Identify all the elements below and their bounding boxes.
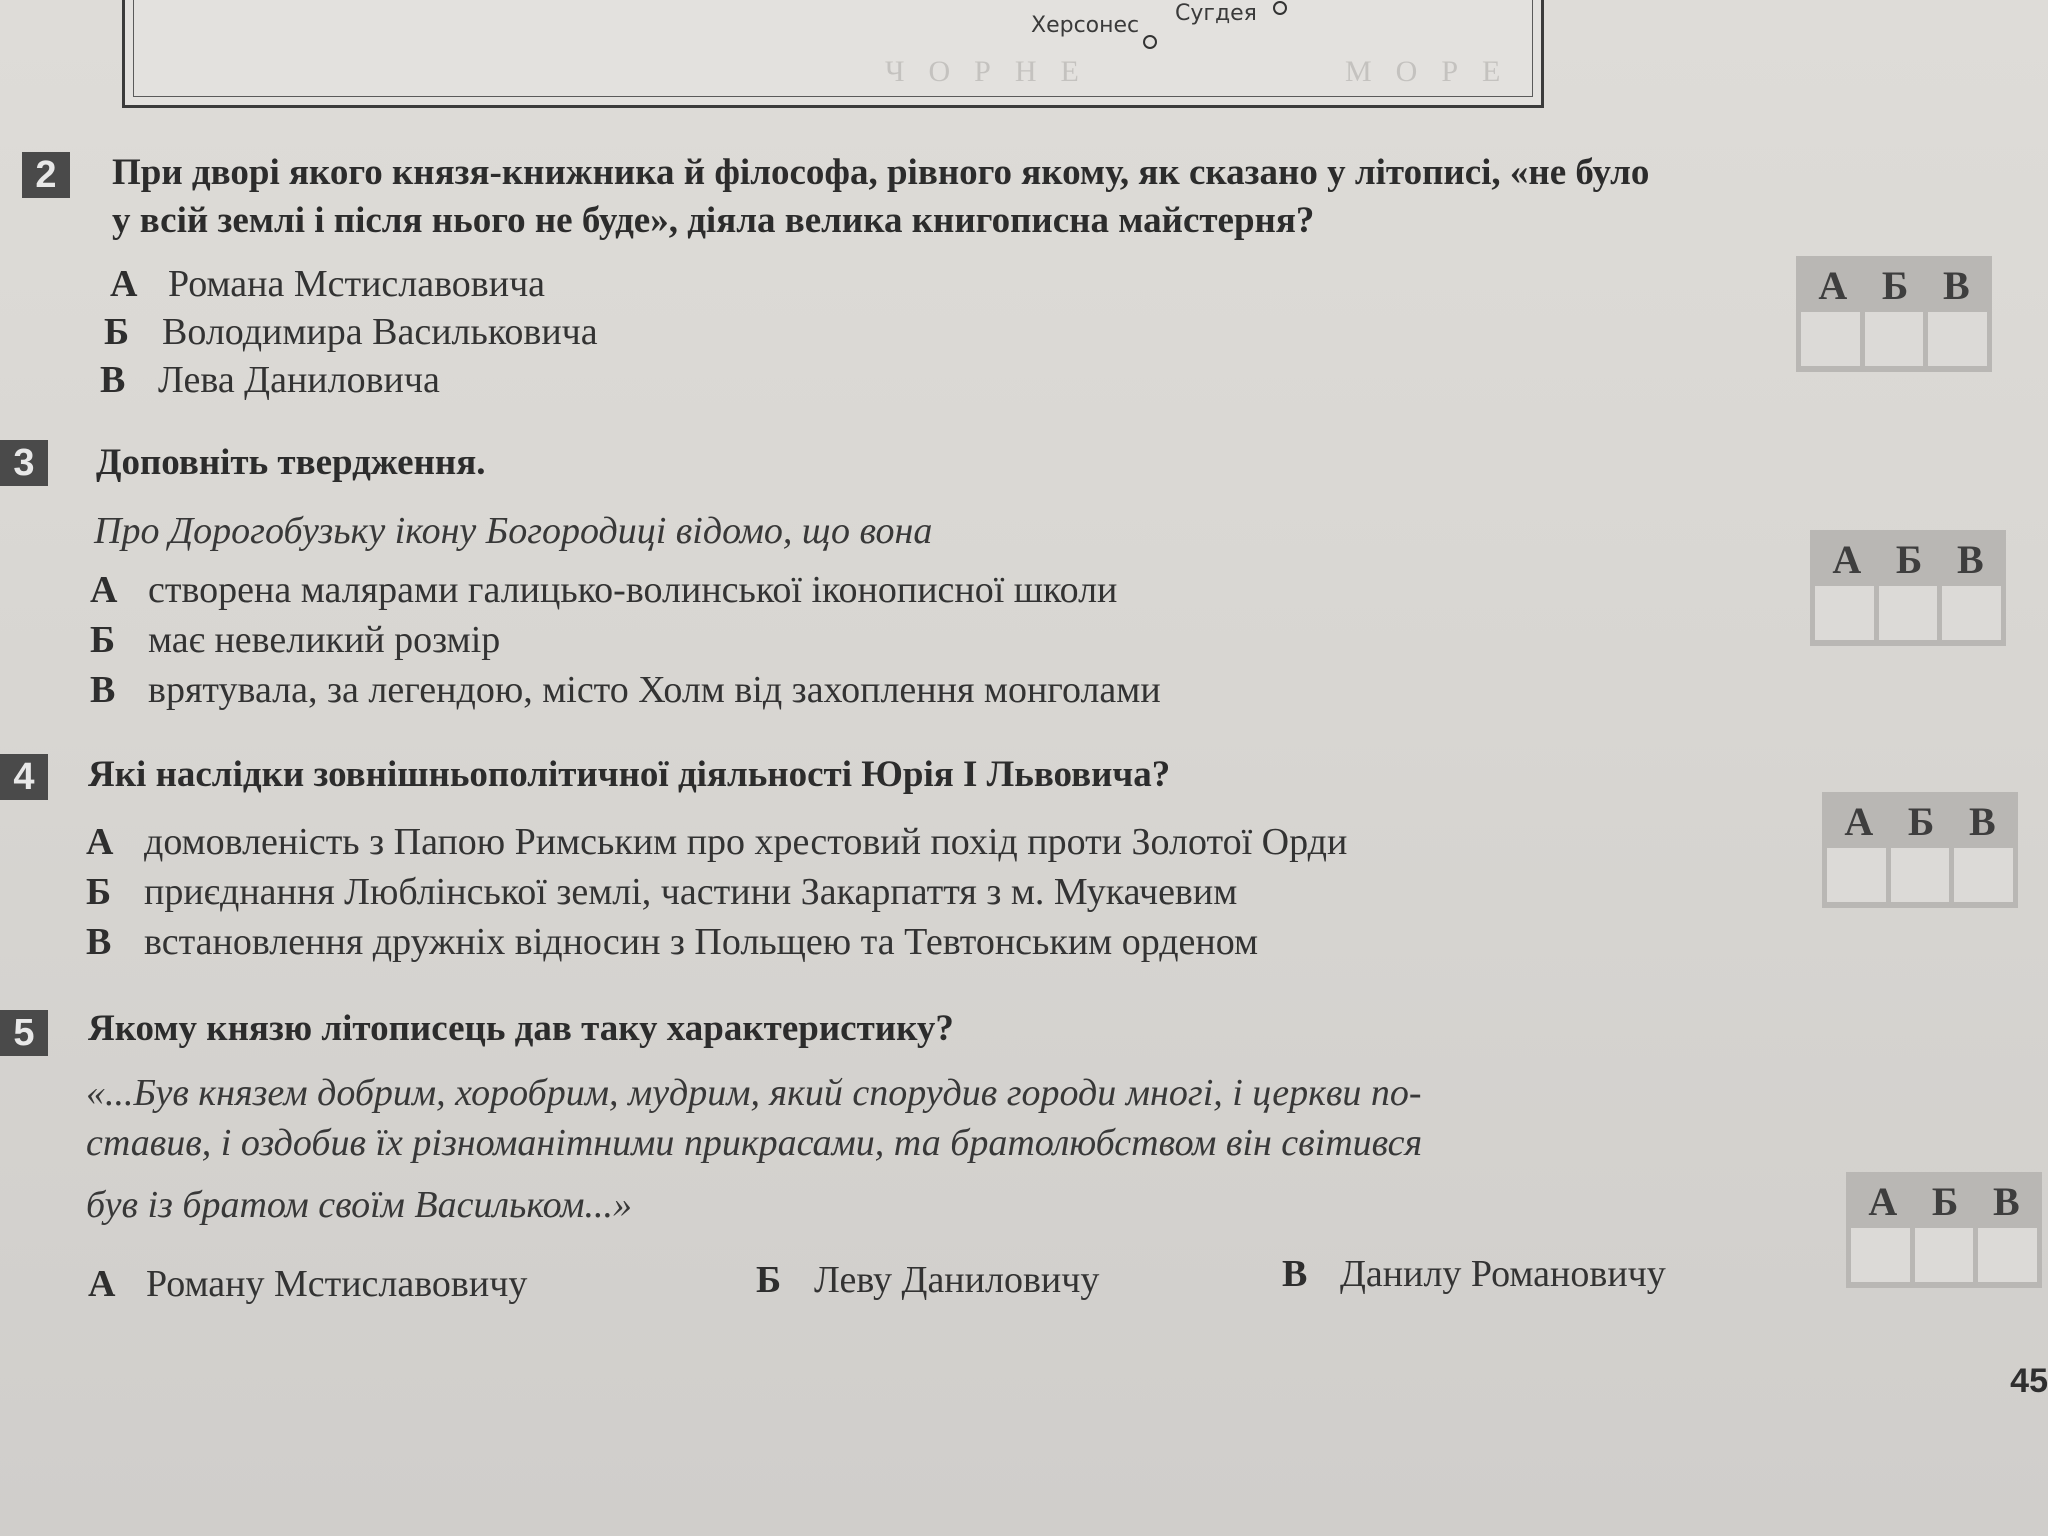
option-letter: В — [1282, 1253, 1308, 1295]
question-italic-line-1: Про Дорогобузьку ікону Богородиці відомо, що вона — [94, 510, 933, 552]
question-number: 2 — [22, 152, 70, 198]
option-text: Данилу Романовичу — [1340, 1253, 1666, 1295]
question-text-line-2: у всій землі і після нього не буде», діяла велика книгописна майстерня? — [112, 200, 1315, 241]
answer-grid-letter: В — [1956, 537, 1984, 582]
map-inner-border — [133, 0, 1533, 97]
option-text: Володимира Васильковича — [162, 311, 598, 353]
answer-cell-c[interactable] — [1954, 848, 2013, 902]
answer-grid — [1796, 256, 1992, 372]
quote-line-1: «...Був князем добрим, хоробрим, мудрим, який спорудив городи многі, і церкви по- — [86, 1072, 1422, 1114]
option-a[interactable] — [86, 818, 1347, 866]
option-a[interactable] — [90, 566, 1117, 614]
option-b[interactable] — [756, 1256, 1099, 1304]
answer-grid-letter: В — [1992, 1179, 2020, 1224]
option-c[interactable] — [90, 666, 1161, 714]
answer-grid-letter: А — [1844, 799, 1874, 844]
option-letter: Б — [90, 619, 116, 661]
option-b[interactable] — [90, 616, 500, 664]
option-letter: Б — [104, 311, 130, 353]
answer-cell-a[interactable] — [1851, 1228, 1910, 1282]
option-text: домовленість з Папою Римським про хрестовий похід проти Золотої Орди — [144, 821, 1348, 863]
option-text: Роману Мстиславовичу — [146, 1263, 528, 1305]
option-b[interactable] — [86, 868, 1237, 916]
question-number: 3 — [0, 440, 48, 486]
option-text: встановлення дружніх відносин з Польщею та Тевтонським орденом — [144, 921, 1259, 963]
answer-grid-header — [1827, 796, 2013, 848]
question-text-line-1: Доповніть твердження. — [96, 442, 486, 483]
answer-grid-letter: Б — [1895, 537, 1923, 582]
option-text: врятувала, за легендою, місто Холм від захоплення монголами — [148, 669, 1161, 711]
answer-grid-letter: В — [1968, 799, 1996, 844]
option-letter: А — [86, 821, 114, 863]
answer-grid — [1846, 1172, 2042, 1288]
map-frame — [122, 0, 1544, 108]
option-text: Лева Даниловича — [158, 359, 440, 401]
answer-grid-header — [1801, 260, 1987, 312]
map-city-dot-sugdeya — [1273, 1, 1287, 15]
page-number: 45 — [2010, 1362, 2048, 1400]
answer-grid — [1822, 792, 2018, 908]
option-b[interactable] — [104, 308, 598, 356]
question-number: 5 — [0, 1010, 48, 1056]
option-c[interactable] — [100, 356, 440, 404]
answer-grid-letter: В — [1942, 263, 1970, 308]
answer-cell-a[interactable] — [1815, 586, 1874, 640]
option-c[interactable] — [86, 918, 1258, 966]
answer-grid-letter: Б — [1881, 263, 1909, 308]
answer-cell-c[interactable] — [1978, 1228, 2037, 1282]
answer-grid-header — [1815, 534, 2001, 586]
answer-grid-letter: Б — [1907, 799, 1935, 844]
map-label-sugdeya: Сугдея — [1175, 1, 1257, 26]
option-letter: А — [88, 1263, 116, 1305]
option-text: Леву Даниловичу — [814, 1259, 1100, 1301]
option-text: Романа Мстиславовича — [168, 263, 546, 305]
option-text: приєднання Люблінської землі, частини Закарпаття з м. Мукачевим — [144, 871, 1238, 913]
answer-grid — [1810, 530, 2006, 646]
option-letter: А — [110, 263, 138, 305]
option-text: створена малярами галицько-волинської іконописної школи — [148, 569, 1118, 611]
answer-cell-a[interactable] — [1827, 848, 1886, 902]
map-sea-word-1: ЧОРНЕ — [885, 55, 1103, 88]
question-text-line-1: При дворі якого князя-книжника й філософа, рівного якому, як сказано у літописі, «не було — [112, 152, 1650, 193]
option-letter: В — [100, 359, 126, 401]
question-text-line-1: Які наслідки зовнішньополітичної діяльності Юрія I Львовича? — [88, 754, 1171, 795]
option-letter: Б — [86, 871, 112, 913]
map-city-dot-khersones — [1143, 35, 1157, 49]
option-letter: В — [86, 921, 112, 963]
answer-grid-header — [1851, 1176, 2037, 1228]
answer-grid-letter: А — [1818, 263, 1848, 308]
answer-cell-a[interactable] — [1801, 312, 1860, 366]
option-letter: В — [90, 669, 116, 711]
option-text: має невеликий розмір — [148, 619, 501, 661]
answer-cell-b[interactable] — [1879, 586, 1938, 640]
quote-line-2: ставив, і оздобив їх різноманітними прикрасами, та братолюбством він світився — [86, 1122, 1423, 1164]
question-text-line-1: Якому князю літописець дав таку характеристику? — [88, 1008, 954, 1049]
answer-cell-c[interactable] — [1942, 586, 2001, 640]
question-number: 4 — [0, 754, 48, 800]
option-a[interactable] — [88, 1260, 527, 1308]
map-sea-word-2: МОРЕ — [1345, 55, 1525, 88]
answer-grid-letter: А — [1832, 537, 1862, 582]
answer-cell-b[interactable] — [1891, 848, 1950, 902]
answer-grid-letter: А — [1868, 1179, 1898, 1224]
map-label-khersones: Херсонес — [1031, 13, 1140, 38]
option-letter: Б — [756, 1259, 782, 1301]
quote-line-3: був із братом своїм Васильком...» — [86, 1184, 632, 1226]
option-letter: А — [90, 569, 118, 611]
option-c[interactable] — [1282, 1250, 1666, 1298]
answer-grid-letter: Б — [1931, 1179, 1959, 1224]
answer-cell-c[interactable] — [1928, 312, 1987, 366]
option-a[interactable] — [110, 260, 545, 308]
answer-cell-b[interactable] — [1915, 1228, 1974, 1282]
answer-cell-b[interactable] — [1865, 312, 1924, 366]
